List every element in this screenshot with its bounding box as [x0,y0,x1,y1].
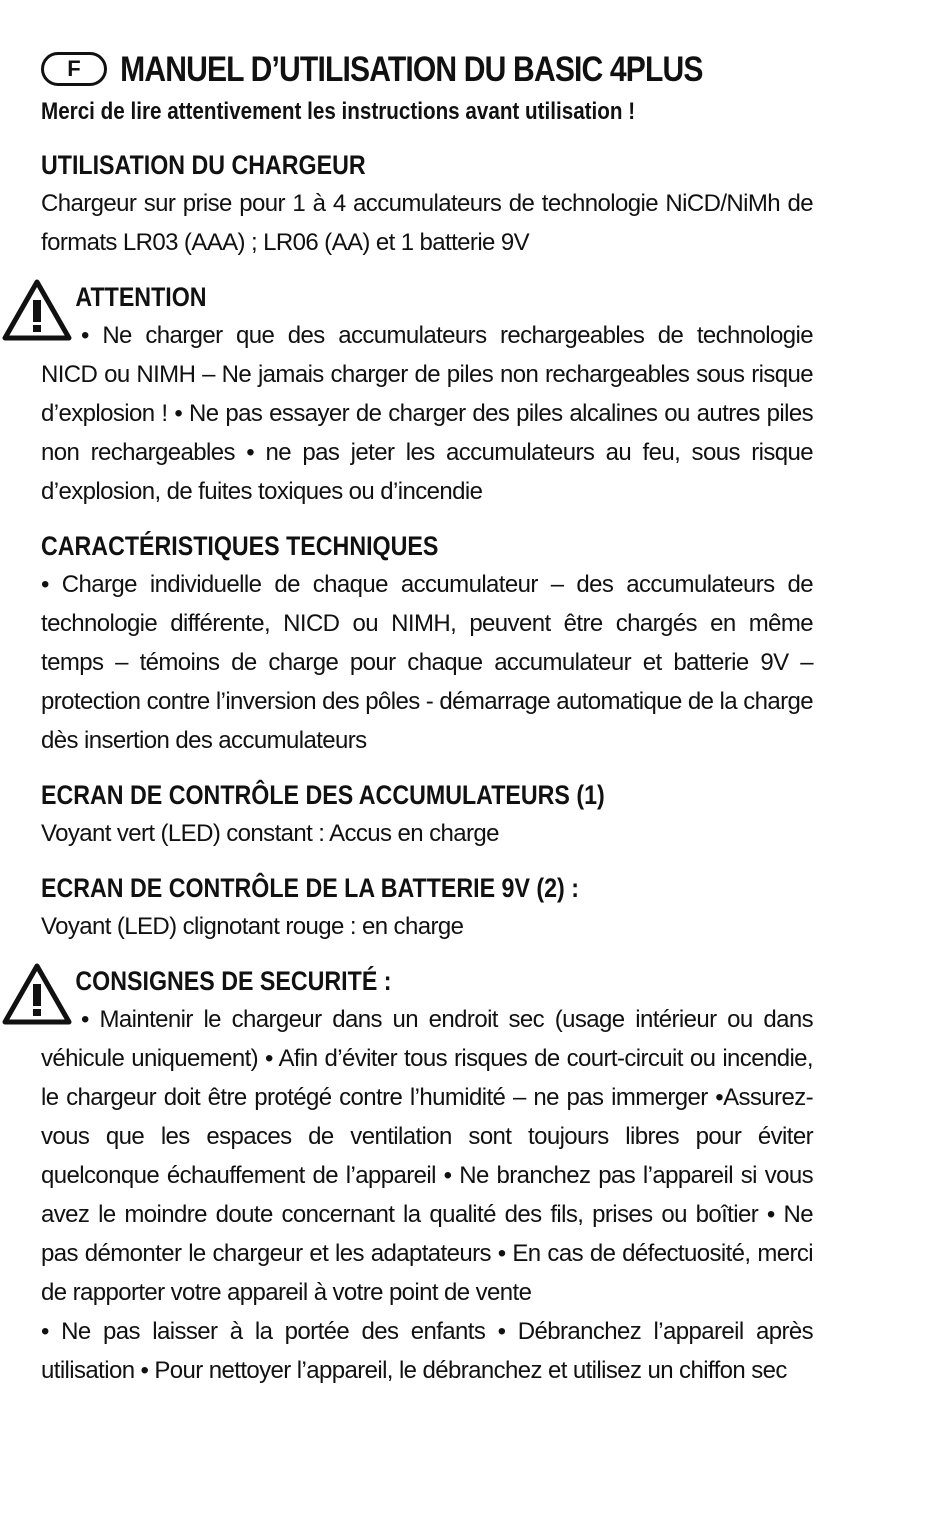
section-text: Chargeur sur prise pour 1 à 4 accumulateurs de technologie NiCD/NiMh de formats LR03 (AAA) ; LR06 (AA) et 1 batterie 9V [41,190,813,256]
section-text: • Charge individuelle de chaque accumulateur – des accumulateurs de technologie différente, NICD ou NIMH, peuvent être chargés en même temps – témoins de charge pour chaque accumulateur et batterie 9V – protection contre l’inversion des pôles - démarrage automatique de la charge dès insertion des accumulateurs [41,571,813,754]
section-safety [41,962,813,1390]
section-text: • Maintenir le chargeur dans un endroit sec (usage intérieur ou dans véhicule uniquement) • Afin d’éviter tous risques de court-circuit ou incendie, le chargeur doit être protégé contre l’humidité – ne pas immerger •Assurez-vous que les espaces de ventilation sont toujours libres pour éviter quelconque échauffement de l’appareil • Ne branchez pas l’appareil si vous avez le moindre doute concernant la qualité des fils, prises ou boîtier • Ne pas démonter le chargeur et les adaptateurs • En cas de défectuosité, merci de rapporter votre appareil à votre point de vente [41,1006,813,1306]
section-usage [41,146,813,262]
section-text-continued: • Ne pas laisser à la portée des enfants • Débranchez l’appareil après utilisation • Pour nettoyer l’appareil, le débranchez et utilisez un chiffon sec [41,1318,813,1384]
section-heading: ECRAN DE CONTRÔLE DES ACCUMULATEURS (1) [41,780,605,810]
section-heading: UTILISATION DU CHARGEUR [41,150,366,180]
section-screen-accus [41,776,813,853]
manual-page [41,44,813,1406]
language-badge: F [41,52,107,86]
section-text: • Ne charger que des accumulateurs rechargeables de technologie NICD ou NIMH – Ne jamais charger de piles non rechargeables sous risque d’explosion ! • Ne pas essayer de charger des piles alcalines ou autres piles non rechargeables • ne pas jeter les accumulateurs au feu, sous risque d’explosion, de fuites toxiques ou d’incendie [41,322,813,505]
section-attention [41,278,813,511]
section-text: Voyant (LED) clignotant rouge : en charge [41,913,464,940]
section-heading: CARACTÉRISTIQUES TECHNIQUES [41,531,439,561]
section-text: Voyant vert (LED) constant : Accus en charge [41,820,499,847]
section-specs [41,527,813,760]
section-heading: ECRAN DE CONTRÔLE DE LA BATTERIE 9V (2) : [41,873,579,903]
section-heading: ATTENTION [75,282,207,312]
page-title: MANUEL D’UTILISATION DU BASIC 4PLUS [120,50,703,89]
page-subtitle: Merci de lire attentivement les instructions avant utilisation ! [41,98,636,125]
section-heading: CONSIGNES DE SECURITÉ : [75,966,392,996]
section-screen-battery [41,869,813,946]
